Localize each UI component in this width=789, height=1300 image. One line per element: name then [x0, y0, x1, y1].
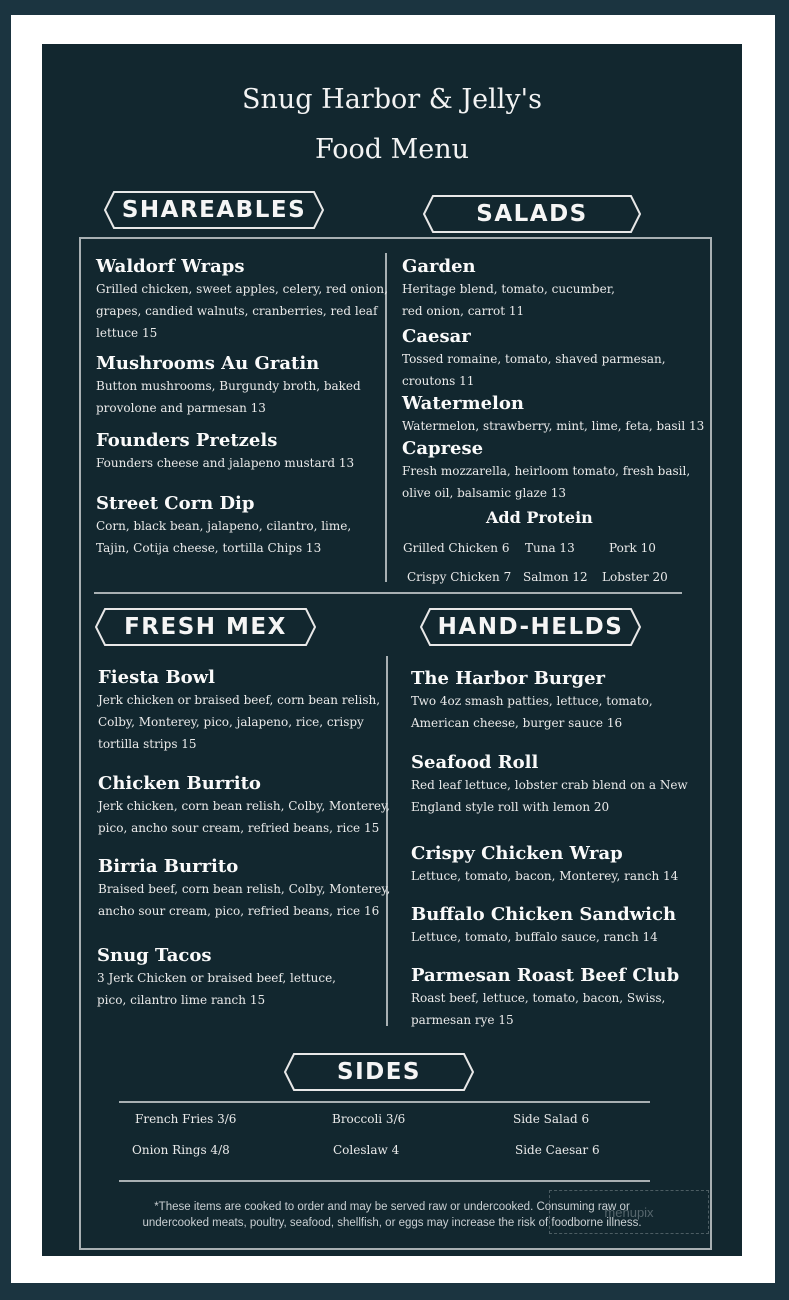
menu-item: [411, 965, 679, 1031]
section-badge-shareables: [104, 191, 324, 229]
item-name: Birria Burrito: [98, 856, 239, 877]
item-name: The Harbor Burger: [411, 668, 606, 689]
note-line: undercooked meats, poultry, seafood, shellfish, or eggs may increase the risk of foodborne illness.: [142, 1217, 642, 1229]
item-desc: tortilla strips 15: [98, 737, 197, 751]
border-left: [79, 237, 81, 1250]
sides-divider-top: [119, 1101, 650, 1103]
item-name: Fiesta Bowl: [98, 667, 215, 688]
item-desc: Founders cheese and jalapeno mustard 13: [96, 456, 355, 470]
item-desc: grapes, candied walnuts, cranberries, red leaf: [96, 304, 378, 318]
item-desc: pico, cilantro lime ranch 15: [97, 993, 266, 1007]
item-name: Caprese: [402, 438, 484, 459]
item-name: Snug Tacos: [97, 945, 212, 966]
protein-option: Grilled Chicken 6: [403, 541, 510, 555]
item-desc: Lettuce, tomato, buffalo sauce, ranch 14: [411, 930, 658, 944]
protein-option: Lobster 20: [602, 570, 668, 584]
side-item: Coleslaw 4: [333, 1143, 400, 1157]
item-name: Crispy Chicken Wrap: [411, 843, 623, 864]
item-desc: American cheese, burger sauce 16: [411, 716, 623, 730]
add-protein-title: Add Protein: [486, 508, 593, 527]
menu-item: [98, 856, 390, 922]
section-title-hand-helds: HAND-HELDS: [437, 614, 624, 640]
item-name: Caesar: [402, 326, 471, 347]
menu-item: [97, 945, 336, 1011]
protein-option: Tuna 13: [525, 541, 575, 555]
protein-option: Crispy Chicken 7: [407, 570, 512, 584]
watermark-logo: menupix: [549, 1190, 709, 1234]
menu-item: [98, 773, 390, 839]
item-name: Watermelon: [402, 393, 524, 414]
side-item: Onion Rings 4/8: [132, 1143, 230, 1157]
item-desc: Heritage blend, tomato, cucumber,: [402, 282, 615, 296]
item-desc: Corn, black bean, jalapeno, cilantro, lime,: [96, 519, 352, 533]
item-name: Seafood Roll: [411, 752, 539, 773]
note-line: *These items are cooked to order and may be served raw or undercooked. Consuming raw or: [154, 1201, 630, 1213]
sides-divider-bottom: [119, 1180, 650, 1182]
item-desc: Braised beef, corn bean relish, Colby, Monterey,: [98, 882, 391, 896]
section-badge-sides: [284, 1053, 474, 1091]
item-name: Parmesan Roast Beef Club: [411, 965, 680, 986]
menu-item: [96, 353, 361, 419]
item-desc: Fresh mozzarella, heirloom tomato, fresh basil,: [402, 464, 691, 478]
divider-top: [79, 237, 712, 239]
section-title-fresh-mex: FRESH MEX: [124, 614, 287, 640]
divider-middle: [94, 592, 682, 594]
item-desc: Colby, Monterey, pico, jalapeno, rice, crispy: [98, 715, 364, 729]
side-item: Side Caesar 6: [515, 1143, 600, 1157]
divider-vertical-bottom: [386, 656, 388, 1026]
protein-option: Pork 10: [609, 541, 656, 555]
section-badge-hand-helds: [420, 608, 641, 646]
menu-item: [402, 438, 690, 504]
side-item: French Fries 3/6: [135, 1112, 237, 1126]
section-title-salads: SALADS: [476, 201, 588, 227]
protein-option: Salmon 12: [523, 570, 588, 584]
item-desc: croutons 11: [402, 374, 475, 388]
item-desc: red onion, carrot 11: [402, 304, 525, 318]
menu-board: [42, 44, 742, 1256]
menu-item: [402, 256, 615, 322]
menu-item: [96, 256, 388, 344]
item-name: Mushrooms Au Gratin: [96, 353, 320, 374]
menu-item: [96, 493, 351, 559]
menu-item: [402, 393, 704, 437]
item-desc: Lettuce, tomato, bacon, Monterey, ranch 14: [411, 869, 679, 883]
menu-item: [411, 904, 676, 948]
section-badge-salads: [423, 195, 641, 233]
item-name: Buffalo Chicken Sandwich: [411, 904, 677, 925]
side-item: Side Salad 6: [513, 1112, 590, 1126]
menu-item: [96, 430, 354, 474]
item-desc: pico, ancho sour cream, refried beans, rice 15: [98, 821, 380, 835]
item-desc: Button mushrooms, Burgundy broth, baked: [96, 379, 361, 393]
item-desc: England style roll with lemon 20: [411, 800, 610, 814]
menu-item: [411, 843, 678, 887]
side-item: Broccoli 3/6: [332, 1112, 406, 1126]
item-desc: Jerk chicken or braised beef, corn bean relish,: [98, 693, 381, 707]
item-desc: 3 Jerk Chicken or braised beef, lettuce,: [97, 971, 336, 985]
menu-item: [98, 667, 380, 755]
item-desc: Tajin, Cotija cheese, tortilla Chips 13: [96, 541, 322, 555]
section-title-sides: SIDES: [337, 1059, 421, 1085]
item-desc: Jerk chicken, corn bean relish, Colby, Monterey,: [98, 799, 390, 813]
item-desc: ancho sour cream, pico, refried beans, rice 16: [98, 904, 380, 918]
item-name: Garden: [402, 256, 476, 277]
menu-title: Food Menu: [314, 134, 470, 165]
section-badge-fresh-mex: [95, 608, 316, 646]
item-desc: lettuce 15: [96, 326, 158, 340]
border-bottom: [79, 1248, 712, 1250]
item-name: Street Corn Dip: [96, 493, 255, 514]
item-desc: Watermelon, strawberry, mint, lime, feta, basil 13: [402, 419, 705, 433]
item-name: Founders Pretzels: [96, 430, 278, 451]
item-desc: Grilled chicken, sweet apples, celery, red onion,: [96, 282, 388, 296]
item-desc: parmesan rye 15: [411, 1013, 514, 1027]
menu-item: [411, 668, 653, 734]
border-right: [710, 237, 712, 1250]
restaurant-name: Snug Harbor & Jelly's: [242, 84, 542, 115]
menu-item: [402, 326, 666, 392]
item-name: Chicken Burrito: [98, 773, 261, 794]
item-desc: Roast beef, lettuce, tomato, bacon, Swiss,: [411, 991, 666, 1005]
section-title-shareables: SHAREABLES: [121, 197, 307, 223]
item-desc: provolone and parmesan 13: [96, 401, 266, 415]
item-name: Waldorf Wraps: [96, 256, 245, 277]
item-desc: Two 4oz smash patties, lettuce, tomato,: [411, 694, 653, 708]
menu-item: [411, 752, 688, 818]
item-desc: Red leaf lettuce, lobster crab blend on a New: [411, 778, 688, 792]
item-desc: Tossed romaine, tomato, shaved parmesan,: [402, 352, 666, 366]
item-desc: olive oil, balsamic glaze 13: [402, 486, 567, 500]
